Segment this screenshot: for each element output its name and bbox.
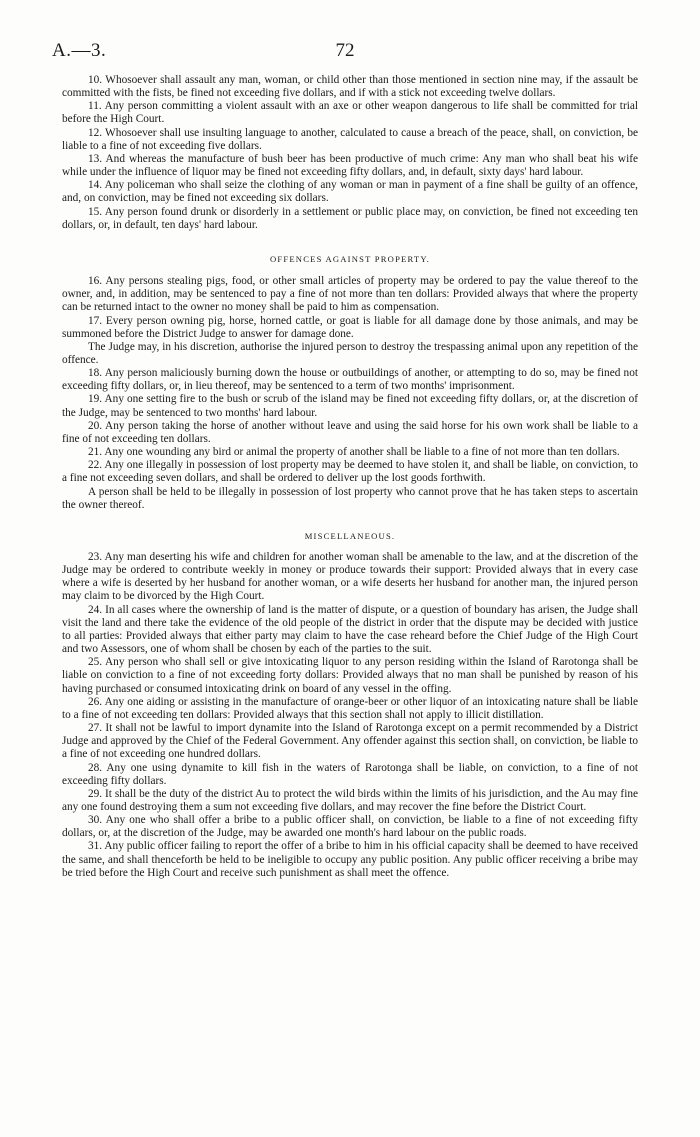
paragraph-13: 13. And whereas the manufacture of bush beer has been productive of much crime: Any man who shall beat his wife while under the influence of liquor may be fined not exceeding fifty dollars, and, in default, sixty days' hard labour. xyxy=(62,152,638,179)
paragraph-17: 17. Every person owning pig, horse, horned cattle, or goat is liable for all damage done by those animals, and may be summoned before the District Judge to answer for damage done. xyxy=(62,314,638,340)
paragraph-18: 18. Any person maliciously burning down the house or outbuildings of another, or attempting to do so, may be fined not exceeding fifty dollars, or, in lieu thereof, may be sentenced to a term of two months' imprisonment. xyxy=(62,367,638,393)
paragraph-27: 27. It shall not be lawful to import dynamite into the Island of Rarotonga except on a permit recommended by a District Judge and approved by the Chief of the Federal Government. Any offender against this section shall, on conviction, be liable to a fine of not exceeding one hundred dollars. xyxy=(62,722,638,761)
paragraph-12: 12. Whosoever shall use insulting language to another, calculated to cause a breach of the peace, shall, on conviction, be liable to a fine of not exceeding five dollars. xyxy=(62,126,638,152)
page-header xyxy=(52,40,638,68)
paragraph-14: 14. Any policeman who shall seize the clothing of any woman or man in payment of a fine shall be guilty of an offence, and, on conviction, may be fined not exceeding six dollars. xyxy=(62,179,638,205)
paragraph-20: 20. Any person taking the horse of another without leave and using the said horse for his own work shall be liable to a fine of not exceeding ten dollars. xyxy=(62,419,638,445)
paragraph-23: 23. Any man deserting his wife and children for another woman shall be amenable to the law, and at the discretion of the Judge may be ordered to contribute weekly in money or produce towards their support: Provided always that in every case where a wife is deserted by her husband for another woman, or a wife deserts her husband for another man, the injured person may claim to be divorced by the High Court. xyxy=(62,551,638,603)
paragraph-28: 28. Any one using dynamite to kill fish in the waters of Rarotonga shall be liable, on conviction, to a fine of not exceeding fifty dollars. xyxy=(62,761,638,787)
paragraph-31: 31. Any public officer failing to report the offer of a bribe to him in his official capacity shall be deemed to have received the same, and shall thenceforth be held to be ineligible to occupy any public position. Any public officer receiving a bribe may be tried before the High Court and receive such punishment as shall meet the offence. xyxy=(62,840,638,879)
paragraph-25: 25. Any person who shall sell or give intoxicating liquor to any person residing within the Island of Rarotonga shall be liable on conviction to a fine of not exceeding forty dollars: Provided always that no man shall be punished by reason of his having purchased or consumed intoxicating drink on board of any vessel in the offing. xyxy=(62,656,638,695)
page-number: 72 xyxy=(335,40,355,61)
paragraph-15: 15. Any person found drunk or disorderly in a settlement or public place may, on conviction, be fined not exceeding ten dollars, or, in default, ten days' hard labour. xyxy=(62,205,638,231)
paragraph-17-note: The Judge may, in his discretion, authorise the injured person to destroy the trespassing animal upon any repetition of the offence. xyxy=(62,340,638,366)
paragraph-26: 26. Any one aiding or assisting in the manufacture of orange-beer or other liquor of an intoxicating nature shall be liable to a fine of not exceeding ten dollars: Provided always that this section shall not apply to illicit distillation. xyxy=(62,695,638,721)
paragraph-10: 10. Whosoever shall assault any man, woman, or child other than those mentioned in section nine may, if the assault be committed with the fists, be fined not exceeding five dollars, and if with a stick not exceeding twelve dollars. xyxy=(62,74,638,100)
paragraph-11: 11. Any person committing a violent assault with an axe or other weapon dangerous to life shall be committed for trial before the High Court. xyxy=(62,100,638,126)
section-heading-offences-against-property: OFFENCES AGAINST PROPERTY. xyxy=(269,253,431,264)
paragraph-19: 19. Any one setting fire to the bush or scrub of the island may be fined not exceeding fifty dollars, or, at the discretion of the Judge, may be sentenced to two months' hard labour. xyxy=(62,393,638,419)
document-body xyxy=(62,74,638,880)
paragraph-16: 16. Any persons stealing pigs, food, or other small articles of property may be ordered to pay the value thereof to the owner, and, in addition, may be sentenced to pay a fine of not more than ten dollars: Provided always that where the property can be returned intact to the owner no money shall be paid to him as compensation. xyxy=(62,275,638,314)
document-reference: A.—3. xyxy=(52,40,107,61)
paragraph-29: 29. It shall be the duty of the district Au to protect the wild birds within the limits of his jurisdiction, and the Au may fine any one found destroying them a sum not exceeding five dollars, and may recover the fine before the District Court. xyxy=(62,787,638,813)
paragraph-22-note: A person shall be held to be illegally in possession of lost property who cannot prove that he has taken steps to ascertain the owner thereof. xyxy=(62,485,638,511)
paragraph-24: 24. In all cases where the ownership of land is the matter of dispute, or a question of boundary has arisen, the Judge shall visit the land and there take the evidence of the old people of the district in order that the dispute may be decided with justice to all parties: Provided always that either party may claim to have the case reheard before the Chief Judge of the High Court and two Assessors, one of whom shall be chosen by each of the parties to the suit. xyxy=(62,603,638,656)
section-heading-miscellaneous: MISCELLANEOUS. xyxy=(304,530,396,541)
paragraph-30: 30. Any one who shall offer a bribe to a public officer shall, on conviction, be liable to a fine of not exceeding fifty dollars, or, at the discretion of the Judge, may be awarded one month's hard labour on the public roads. xyxy=(62,814,638,840)
paragraph-21: 21. Any one wounding any bird or animal the property of another shall be liable to a fine of not more than ten dollars. xyxy=(88,446,620,459)
paragraph-22: 22. Any one illegally in possession of lost property may be deemed to have stolen it, and shall be liable, on conviction, to a fine not exceeding seven dollars, and shall be ordered to deliver up the lost goods forthwith. xyxy=(62,459,638,485)
